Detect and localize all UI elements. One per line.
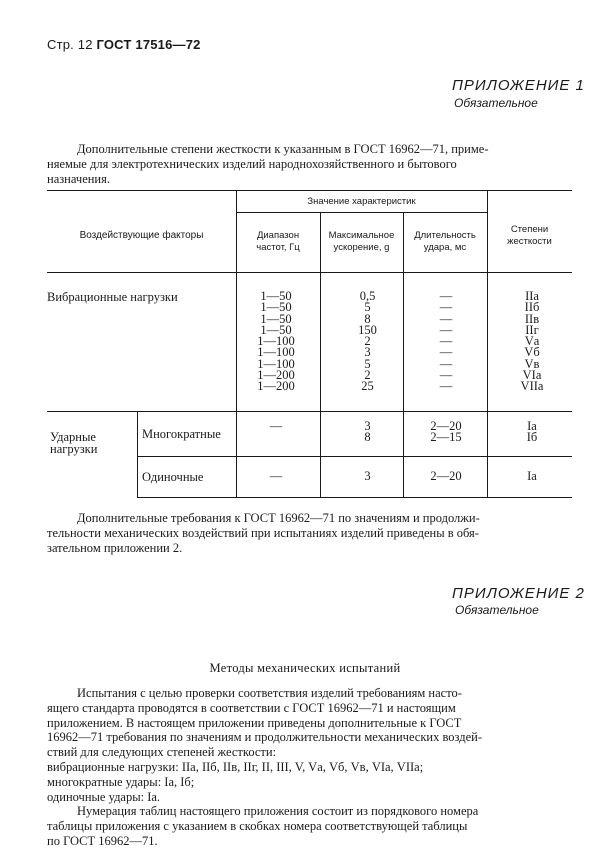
duration-cell: 2—15 [430,430,462,445]
single-duration: 2—20 [430,469,462,483]
vibration-frequency-column [240,291,312,393]
severity-cell: IIг [525,322,539,337]
shock-label-line: нагрузки [50,442,98,456]
severity-cell: IIб [524,300,540,315]
note-line: зательном приложении 2. [47,541,183,555]
frequency-cell: 1—50 [260,311,292,326]
standard-number: ГОСТ 17516—72 [96,37,201,52]
severity-cell: IIв [524,311,540,326]
vibration-label: Вибрационные нагрузки [47,290,178,304]
frequency-cell: 1—100 [257,334,295,349]
single-acceleration: 3 [364,469,371,483]
header-factors: Воздействующие факторы [79,230,204,241]
acceleration-cell: 0,5 [359,289,376,303]
duration-cell: — [439,368,453,383]
page-number: Стр. 12 [47,37,97,52]
appendix-2-subtitle: Обязательное [455,603,539,617]
note-line: Дополнительные требования к ГОСТ 16962—71 по значениям и продолжи- [77,511,480,525]
table-rule-multiple-bottom [137,456,572,457]
acceleration-cell: 8 [364,430,371,445]
frequency-cell: 1—50 [260,322,292,337]
table-col-divider [137,411,138,497]
appendix-1-subtitle: Обязательное [454,96,538,110]
severity-cell: VIIа [520,379,544,394]
table-rule-header-bottom [47,272,572,273]
frequency-cell: 1—100 [257,356,295,371]
duration-cell: — [439,289,453,303]
multiple-frequency: — [269,419,283,433]
vibration-acceleration-column [330,291,405,393]
acceleration-cell: 150 [358,322,377,337]
duration-cell: — [439,300,453,315]
vibration-duration-column [410,291,482,393]
table-col-divider [320,212,321,497]
severity-cell: IIа [525,289,539,303]
severity-cell: VIа [522,368,542,383]
page-header [47,37,201,52]
methods-line: ствий для следующих степеней жесткости: [47,745,277,760]
acceleration-cell: 5 [364,300,371,315]
multiple-duration-column [410,421,482,444]
appendix-1-title: ПРИЛОЖЕНИЕ 1 [452,77,585,94]
methods-line: вибрационные нагрузки: IIа, IIб, IIв, IIг, II, III, V, Vа, Vб, Vв, VIа, VIIа; [47,759,424,774]
header-characteristics: Значение характеристик [307,196,416,207]
shock-label-line: Ударные [50,430,96,444]
single-frequency: — [269,469,283,483]
duration-cell: — [439,311,453,326]
acceleration-cell: 2 [364,334,371,349]
methods-line: Нумерация таблиц настоящего приложения состоит из порядкового номера [77,804,479,819]
appendix-2-title: ПРИЛОЖЕНИЕ 2 [452,585,585,602]
vibration-severity-column [496,291,568,393]
methods-line: Испытания с целью проверки соответствия изделий требованиям насто- [77,686,462,700]
header-frequency: Диапазон частот, Гц [256,230,300,253]
acceleration-cell: 8 [364,311,371,326]
note-line: тельности механических воздействий при испытаниях изделий приведены в обя- [47,526,479,540]
duration-cell: 2—20 [430,419,462,433]
single-severity: Iа [527,469,537,483]
methods-line: таблицы приложения с указанием в скобках номера соответствующей таблицы [47,819,468,834]
single-label: Одиночные [142,470,204,484]
table-rule-vibration-bottom [47,411,572,412]
methods-line: по ГОСТ 16962—71. [47,833,158,848]
methods-line: приложением. В настоящем приложении приведены дополнительные к ГОСТ [47,715,462,730]
intro-paragraph [47,142,572,187]
duration-cell: — [439,334,453,349]
methods-line: 16962—71 требования по значениям и продолжительности механических воздей- [47,730,483,745]
methods-line: одиночные удары: Iа. [47,789,161,804]
frequency-cell: 1—200 [257,379,295,394]
frequency-cell: 1—50 [260,289,292,303]
severity-cell: Vб [524,345,540,360]
duration-cell: — [439,322,453,337]
severity-cell: Vа [524,334,540,349]
severity-cell: Iб [526,430,538,445]
methods-title: Методы механических испытаний [209,661,401,675]
acceleration-cell: 5 [364,356,371,371]
acceleration-cell: 3 [364,419,371,433]
duration-cell: — [439,356,453,371]
frequency-cell: 1—50 [260,300,292,315]
table-rule-characteristics [236,212,487,213]
methods-line: ящего стандарта проводятся в соответствии с ГОСТ 16962—71 и настоящим [47,700,456,715]
header-acceleration: Максимальное ускорение, g [328,230,395,253]
multiple-acceleration-column [330,421,405,444]
multiple-severity-column [496,421,568,444]
intro-line: няемые для электротехнических изделий народнохозяйственного и бытового [47,157,457,171]
table-rule-top [47,190,572,191]
note-paragraph [47,511,572,556]
header-severity: Степени жесткости [507,224,552,247]
duration-cell: — [439,345,453,360]
acceleration-cell: 25 [361,379,374,394]
methods-paragraph [47,686,572,849]
duration-cell: — [439,379,453,394]
shock-label [50,431,97,455]
severity-cell: Iа [527,419,537,433]
frequency-cell: 1—100 [257,345,295,360]
methods-line: многократные удары: Iа, Iб; [47,774,195,789]
severity-cell: Vв [524,356,540,371]
multiple-label: Многократные [142,427,221,441]
intro-line: назначения. [47,172,111,186]
table-rule-bottom [137,497,572,498]
header-duration: Длительность удара, мс [414,230,476,253]
acceleration-cell: 3 [364,345,371,360]
acceleration-cell: 2 [364,368,371,383]
intro-line: Дополнительные степени жесткости к указанным в ГОСТ 16962—71, приме- [77,142,489,156]
frequency-cell: 1—200 [257,368,295,383]
